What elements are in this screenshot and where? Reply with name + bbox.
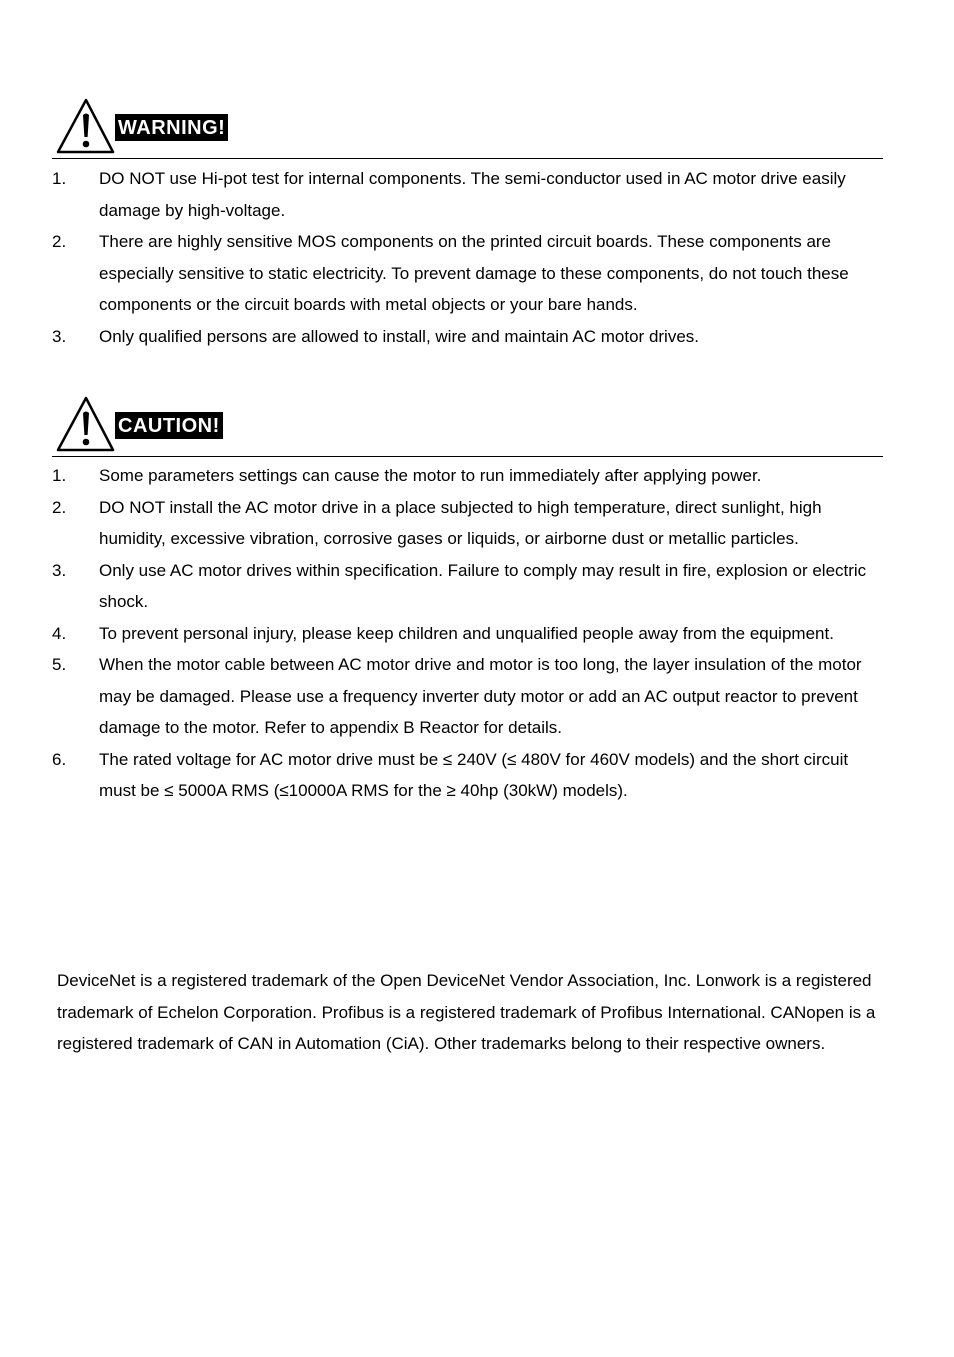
- list-item: [52, 321, 883, 353]
- list-item-text: The rated voltage for AC motor drive must be ≤ 240V (≤ 480V for 460V models) and the short circuit must be ≤ 5000A RMS (≤10000A RMS for the ≥ 40hp (30kW) models).: [99, 749, 849, 800]
- list-item-number: 1.: [52, 169, 67, 188]
- list-item-number: 1.: [52, 466, 67, 485]
- trademark-paragraph: DeviceNet is a registered trademark of the Open DeviceNet Vendor Association, Inc. Lonwork is a registered trademark of Echelon Corporation. Profibus is a registered trademark of Profibus International. CANopen is a registered trademark of CAN in Automation (CiA). Other trademarks belong to their respective owners.: [57, 971, 876, 1053]
- list-item: [52, 163, 883, 226]
- list-item-text: Only use AC motor drives within specification. Failure to comply may result in fire, explosion or electric shock.: [99, 560, 867, 611]
- list-item-text: When the motor cable between AC motor drive and motor is too long, the layer insulation of the motor may be damaged. Please use a frequency inverter duty motor or add an AC output reactor to prevent damage to the motor. Refer to appendix B Reactor for details.: [99, 655, 862, 737]
- list-item: [52, 460, 883, 492]
- list-item: [52, 492, 883, 555]
- list-item-number: 3.: [52, 560, 67, 580]
- caution-label: CAUTION!: [115, 412, 223, 439]
- list-item-number: 5.: [52, 655, 67, 674]
- caution-divider: [52, 456, 883, 457]
- list-item-number: 2.: [52, 232, 67, 251]
- list-item-number: 2.: [52, 497, 67, 517]
- list-item: [52, 744, 883, 807]
- warning-label: WARNING!: [115, 114, 228, 141]
- list-item-text: There are highly sensitive MOS components on the printed circuit boards. These components are especially sensitive to static electricity. To prevent damage to these components, do not touch these components or the circuit boards with metal objects or your bare hands.: [99, 232, 849, 314]
- list-item-number: 6.: [52, 749, 67, 769]
- list-item-text: Only qualified persons are allowed to install, wire and maintain AC motor drives.: [99, 326, 700, 346]
- warning-list: [52, 163, 883, 352]
- warning-divider: [52, 158, 883, 159]
- list-item-text: Some parameters settings can cause the motor to run immediately after applying power.: [99, 466, 762, 485]
- list-item-text: DO NOT install the AC motor drive in a place subjected to high temperature, direct sunlight, high humidity, excessive vibration, corrosive gases or liquids, or airborne dust or metallic particles.: [99, 497, 822, 548]
- list-item-number: 3.: [52, 326, 67, 346]
- caution-list: [52, 460, 883, 807]
- list-item-text: To prevent personal injury, please keep children and unqualified people away from the equipment.: [99, 623, 834, 643]
- list-item-number: 4.: [52, 623, 67, 643]
- list-item: [52, 555, 883, 618]
- list-item: [52, 618, 883, 650]
- caution-triangle-icon: [55, 396, 115, 452]
- warning-triangle-icon: [55, 98, 115, 154]
- list-item: [52, 649, 883, 744]
- list-item: [52, 226, 883, 321]
- list-item-text: DO NOT use Hi-pot test for internal components. The semi-conductor used in AC motor drive easily damage by high-voltage.: [99, 169, 846, 220]
